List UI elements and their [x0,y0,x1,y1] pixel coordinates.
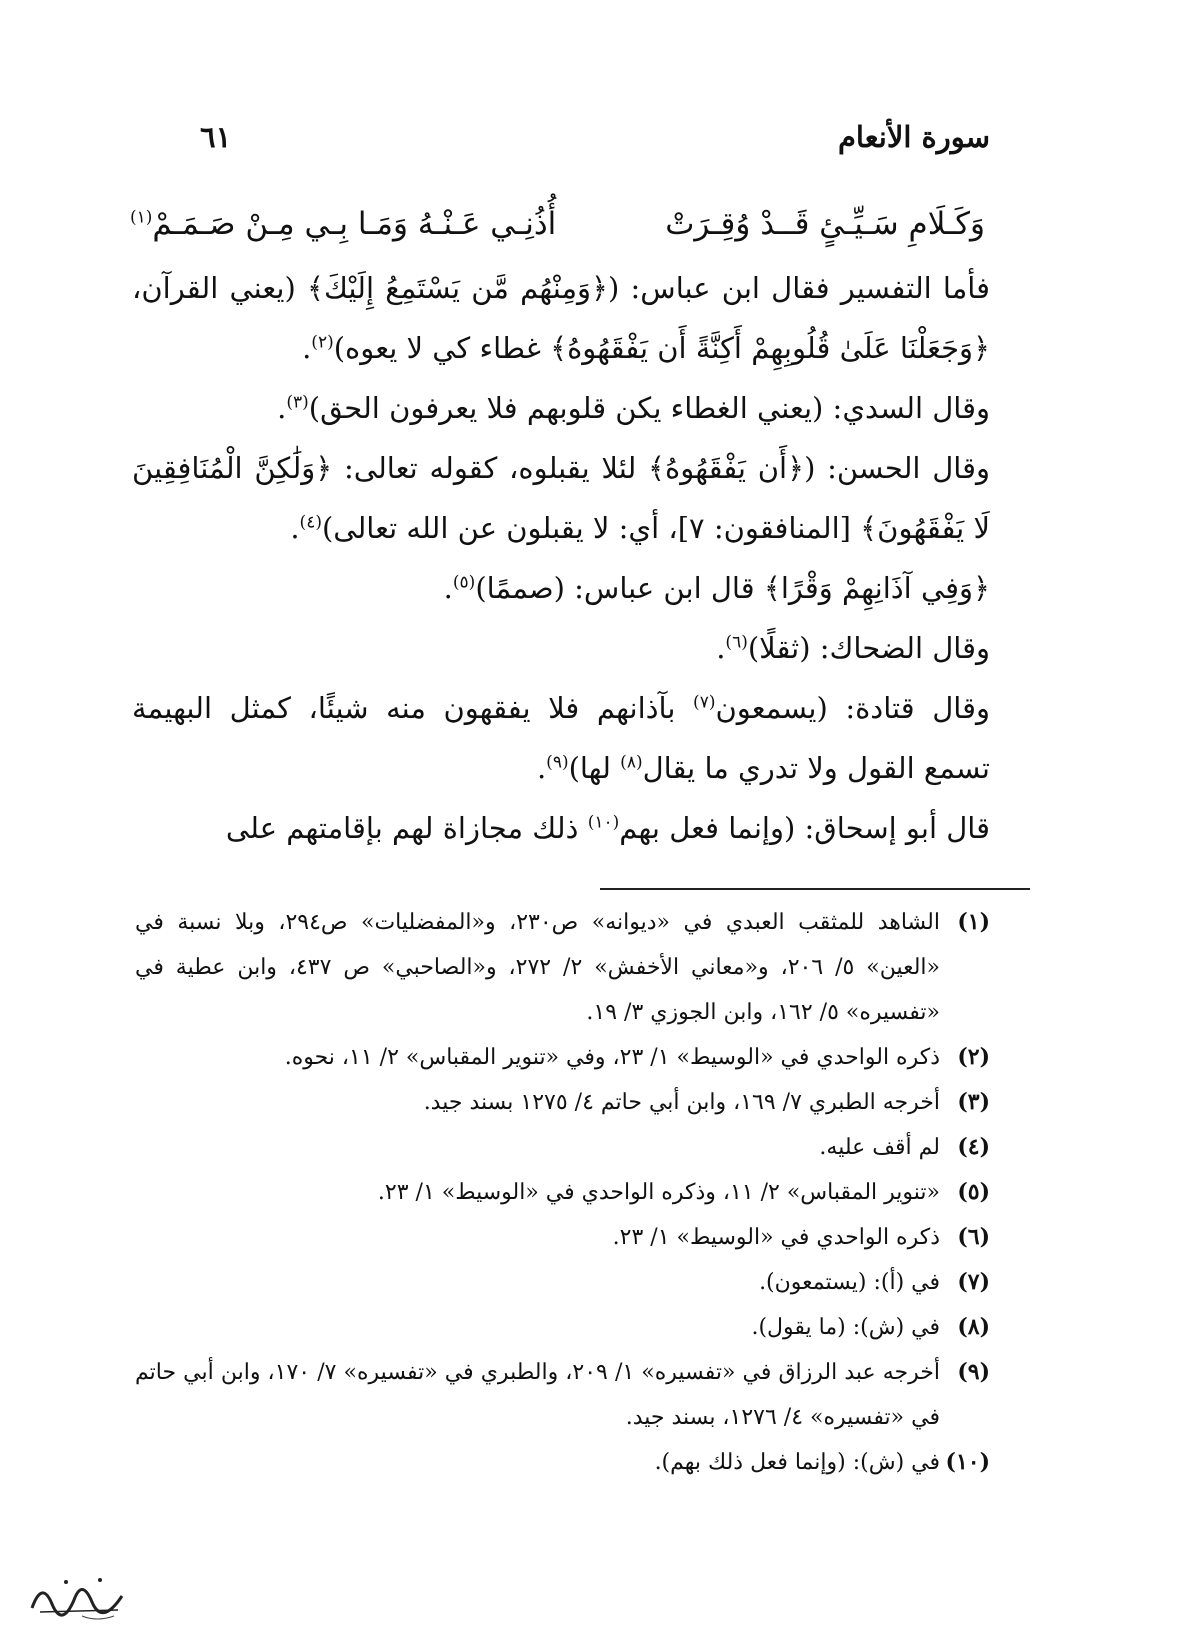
footnote-number: (٥) [957,1179,990,1205]
paragraph: وقال قتادة: (يسمعون$^{(٧)}$ بآذانهم فلا يفقهون منه شيئًا، كمثل البهيمة تسمع القول ولا تدري ما يقال$^{(٨)}$ لها)$^{(٩)}$. [132,691,991,785]
footnotes [135,900,990,1485]
verse-first-hemistich: وَكَـلَامِ سَـيِّـئٍ قَــدْ وُقِـرَتْ [665,206,985,243]
footnote-text: ذكره الواحدي في «الوسيط» ١/ ٢٣، وفي «تنوير المقباس» ٢/ ١١، نحوه. [284,1045,940,1070]
footnote [135,1125,990,1170]
footnote-text: الشاهد للمثقب العبدي في «ديوانه» ص٢٣٠، و«المفضليات» ص٢٩٤، وبلا نسبة في «العين» ٥/ ٢٠٦، و«معاني الأخفش» ٢/ ٢٧٢، و«الصاحبي» ص ٤٣٧، وابن عطية في «تفسيره» ٥/ ١٦٢، وابن الجوزي ٣/ ١٩. [135,910,940,1025]
paragraph: وقال الحسن: (﴿أَن يَفْقَهُوهُ﴾ لئلا يقبلوه، كقوله تعالى: ﴿وَلَٰكِنَّ الْمُنَافِقِينَ لَا يَفْقَهُونَ﴾ [المنافقون: ٧]، أي: لا يقبلون عن الله تعالى)$^{(٤)}$. [132,451,990,545]
footnote-ref[interactable]: (٢) [311,332,334,353]
footnote-ref[interactable]: (٦) [725,632,748,653]
footnote [135,1440,990,1485]
footnote-text: في (ش): (وإنما فعل ذلك بهم). [654,1450,940,1475]
footnote-ref[interactable]: (١٠) [587,812,620,833]
footnote-number: (٩) [957,1359,990,1385]
page-number: ٦١ [200,120,232,154]
poetry-verse [130,180,985,250]
footnote-text: لم أقف عليه. [819,1135,940,1160]
footnote [135,1170,990,1215]
footnote-ref[interactable]: (٨) [620,752,643,773]
surah-title: سورة الأنعام [837,120,990,154]
footnote-number: (٤) [957,1134,990,1160]
footnote-ref[interactable]: (٧) [693,692,716,713]
footnote-ref[interactable]: (٤) [299,512,322,533]
footnote-text: أخرجه عبد الرزاق في «تفسيره» ١/ ٢٠٩، والطبري في «تفسيره» ٧/ ١٧٠، وابن أبي حاتم في «تفسيره» ٤/ ١٢٧٦، بسند جيد. [135,1360,940,1430]
paragraph: وقال الضحاك: (ثقلًا)$^{(٦)}$. [716,631,990,665]
footnote-ref[interactable]: (٥) [452,572,476,593]
footnote-text: في (أ): (يستمعون). [759,1270,940,1295]
footnote [135,1350,990,1440]
publisher-stamp-logo [22,1560,132,1630]
footnote-separator [600,888,1030,890]
paragraph: قال أبو إسحاق: (وإنما فعل بهم$^{(١٠)}$ ذلك مجازاة لهم بإقامتهم على [225,811,990,845]
footnote [135,900,990,1035]
paragraph: ﴿وَفِي آذَانِهِمْ وَقْرًا﴾ قال ابن عباس: (صممًا)$^{(٥)}$. [443,571,990,605]
footnote-text: في (ش): (ما يقول). [751,1315,940,1340]
footnote [135,1215,990,1260]
footnote-text: ذكره الواحدي في «الوسيط» ١/ ٢٣. [612,1225,940,1250]
footnote-text: أخرجه الطبري ٧/ ١٦٩، وابن أبي حاتم ٤/ ١٢٧٥ بسند جيد. [423,1090,940,1115]
footnote-text: «تنوير المقباس» ٢/ ١١، وذكره الواحدي في «الوسيط» ١/ ٢٣. [377,1180,940,1205]
footnote-number: (٣) [957,1089,990,1115]
footnote-number: (١٠) [945,1449,990,1475]
footnote-number: (٧) [957,1269,990,1295]
footnote [135,1305,990,1350]
footnote-number: (٢) [957,1044,990,1070]
verse-second-hemistich: أُذُنِـي عَـنْـهُ وَمَـا بِـي مِـنْ صَـمَـمْ$^{(١)}$ [130,206,557,243]
footnote-number: (٨) [957,1314,990,1340]
footnote-ref[interactable]: (١) [130,208,153,229]
footnote [135,1035,990,1080]
footnote-ref[interactable]: (٣) [286,392,309,413]
footnote [135,1260,990,1305]
page-header [200,112,990,162]
footnote-ref[interactable]: (٩) [546,752,569,773]
paragraph: فأما التفسير فقال ابن عباس: (﴿وَمِنْهُم مَّن يَسْتَمِعُ إِلَيْكَ﴾ (يعني القرآن، ﴿وَجَعَلْنَا عَلَىٰ قُلُوبِهِمْ أَكِنَّةً أَن يَفْقَهُوهُ﴾ غطاء كي لا يعوه)$^{(٢)}$. [132,271,990,365]
footnote [135,1080,990,1125]
main-text [132,258,990,858]
paragraph: وقال السدي: (يعني الغطاء يكن قلوبهم فلا يعرفون الحق)$^{(٣)}$. [277,391,990,425]
footnote-number: (٦) [957,1224,990,1250]
footnote-number: (١) [957,909,990,935]
